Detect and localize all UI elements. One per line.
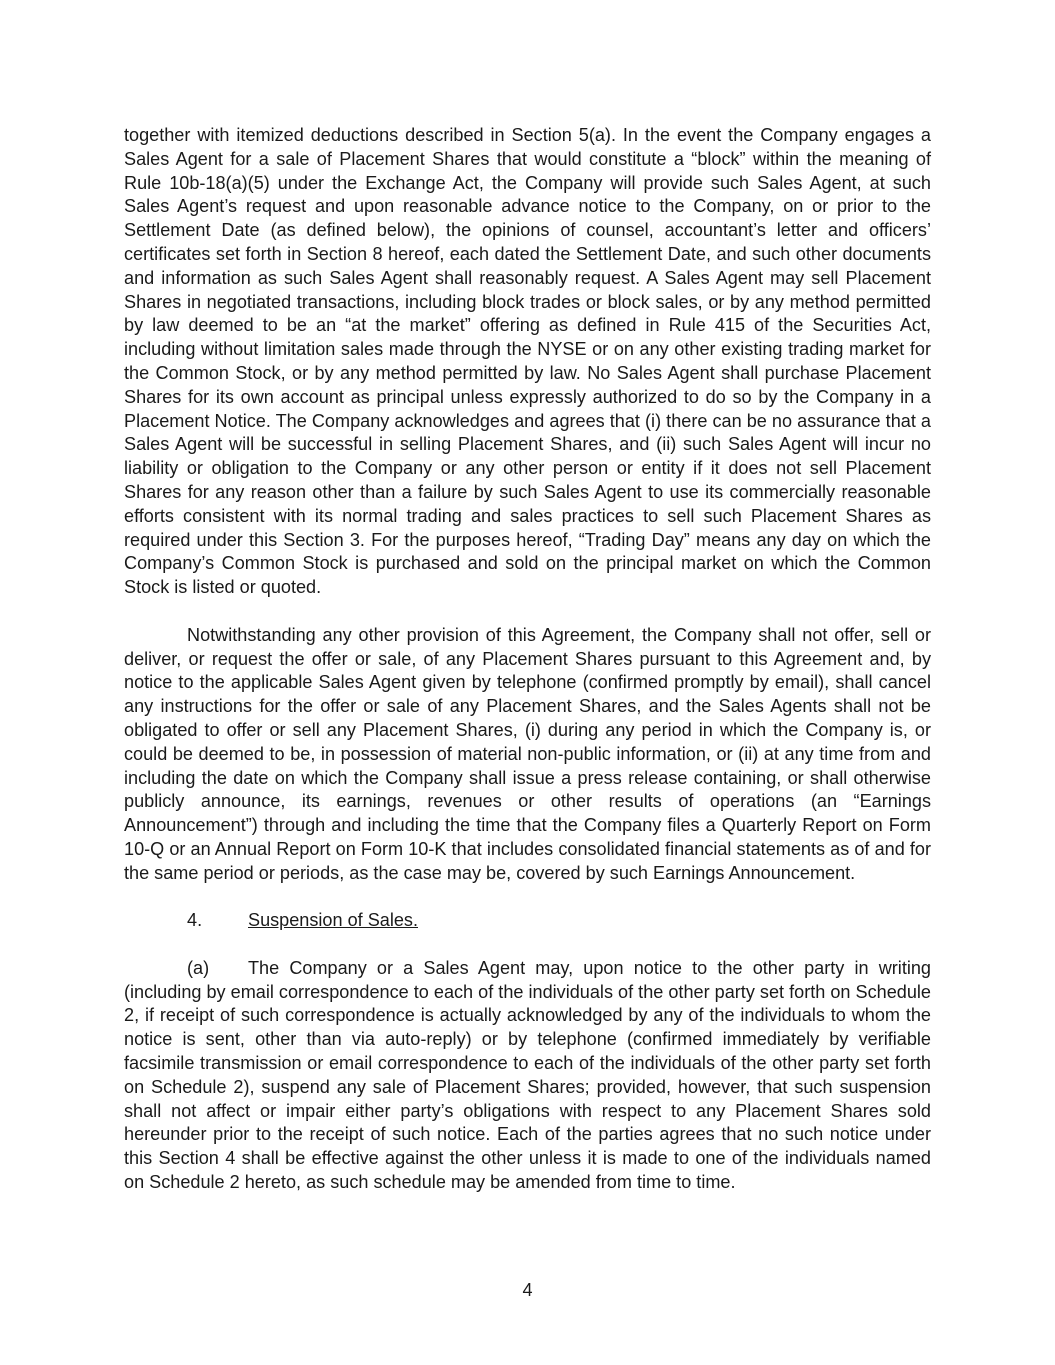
subsection-text: The Company or a Sales Agent may, upon notice to the other party in writing (including by email correspondence to each of the individuals of the other party set forth on Schedule 2, if receipt of such correspondence is actually acknowledged by any of the individuals to whom the notice is sent, other than via auto-reply) or by telephone (confirmed immediately by verifiable facsimile transmission or email correspondence to each of the individuals of the other party set forth on Schedule 2), suspend any sale of Placement Shares; provided, however, that such suspension shall not affect or impair either party’s obligations with respect to any Placement Shares sold hereunder prior to the receipt of such notice. Each of the parties agrees that no such notice under this Section 4 shall be effective against the other unless it is made to one of the individuals named on Schedule 2 hereto, as such schedule may be amended from time to time. xyxy=(124,957,931,1193)
section-heading xyxy=(124,909,931,933)
body-paragraph-notwithstanding: Notwithstanding any other provision of this Agreement, the Company shall not offer, sell or deliver, or request the offer or sale, of any Placement Shares pursuant to this Agreement and, by notice to the applicable Sales Agent given by telephone (confirmed promptly by email), shall cancel any instructions for the offer or sale of any Placement Shares, and the Sales Agents shall not be obligated to offer or sell any Placement Shares, (i) during any period in which the Company is, or could be deemed to be, in possession of material non-public information, or (ii) at any time from and including the date on which the Company shall issue a press release containing, or shall otherwise publicly announce, its earnings, revenues or other results of operations (an “Earnings Announcement”) through and including the time that the Company files a Quarterly Report on Form 10-Q or an Annual Report on Form 10-K that includes consolidated financial statements as of and for the same period or periods, as the case may be, covered by such Earnings Announcement. xyxy=(124,624,931,883)
section-title: Suspension of Sales. xyxy=(248,910,418,931)
section-number: 4. xyxy=(187,910,203,931)
page-number: 4 xyxy=(522,1280,533,1300)
subsection-paragraph xyxy=(124,957,931,1195)
subsection-label: (a) xyxy=(187,957,210,978)
document-page xyxy=(124,124,931,1195)
body-paragraph-continued: together with itemized deductions described in Section 5(a). In the event the Company engages a Sales Agent for a sale of Placement Shares that would constitute a “block” within the meaning of Rule 10b-18(a)(5) under the Exchange Act, the Company will provide such Sales Agent, at such Sales Agent’s request and upon reasonable advance notice to the Company, on or prior to the Settlement Date (as defined below), the opinions of counsel, accountant’s letter and officers’ certificates set forth in Section 8 hereof, each dated the Settlement Date, and such other documents and information as such Sales Agent shall reasonably request. A Sales Agent may sell Placement Shares in negotiated transactions, including block trades or block sales, or by any method permitted by law deemed to be an “at the market” offering as defined in Rule 415 of the Securities Act, including without limitation sales made through the NYSE or on any other existing trading market for the Common Stock, or by any method permitted by law. No Sales Agent shall purchase Placement Shares for its own account as principal unless expressly authorized to do so by the Company in a Placement Notice. The Company acknowledges and agrees that (i) there can be no assurance that a Sales Agent will be successful in selling Placement Shares, and (ii) such Sales Agent will incur no liability or obligation to the Company or any other person or entity if it does not sell Placement Shares for any reason other than a failure by such Sales Agent to use its commercially reasonable efforts consistent with its normal trading and sales practices to sell such Placement Shares as required under this Section 3. For the purposes hereof, “Trading Day” means any day on which the Company’s Common Stock is purchased and sold on the principal market on which the Common Stock is listed or quoted. xyxy=(124,125,931,598)
